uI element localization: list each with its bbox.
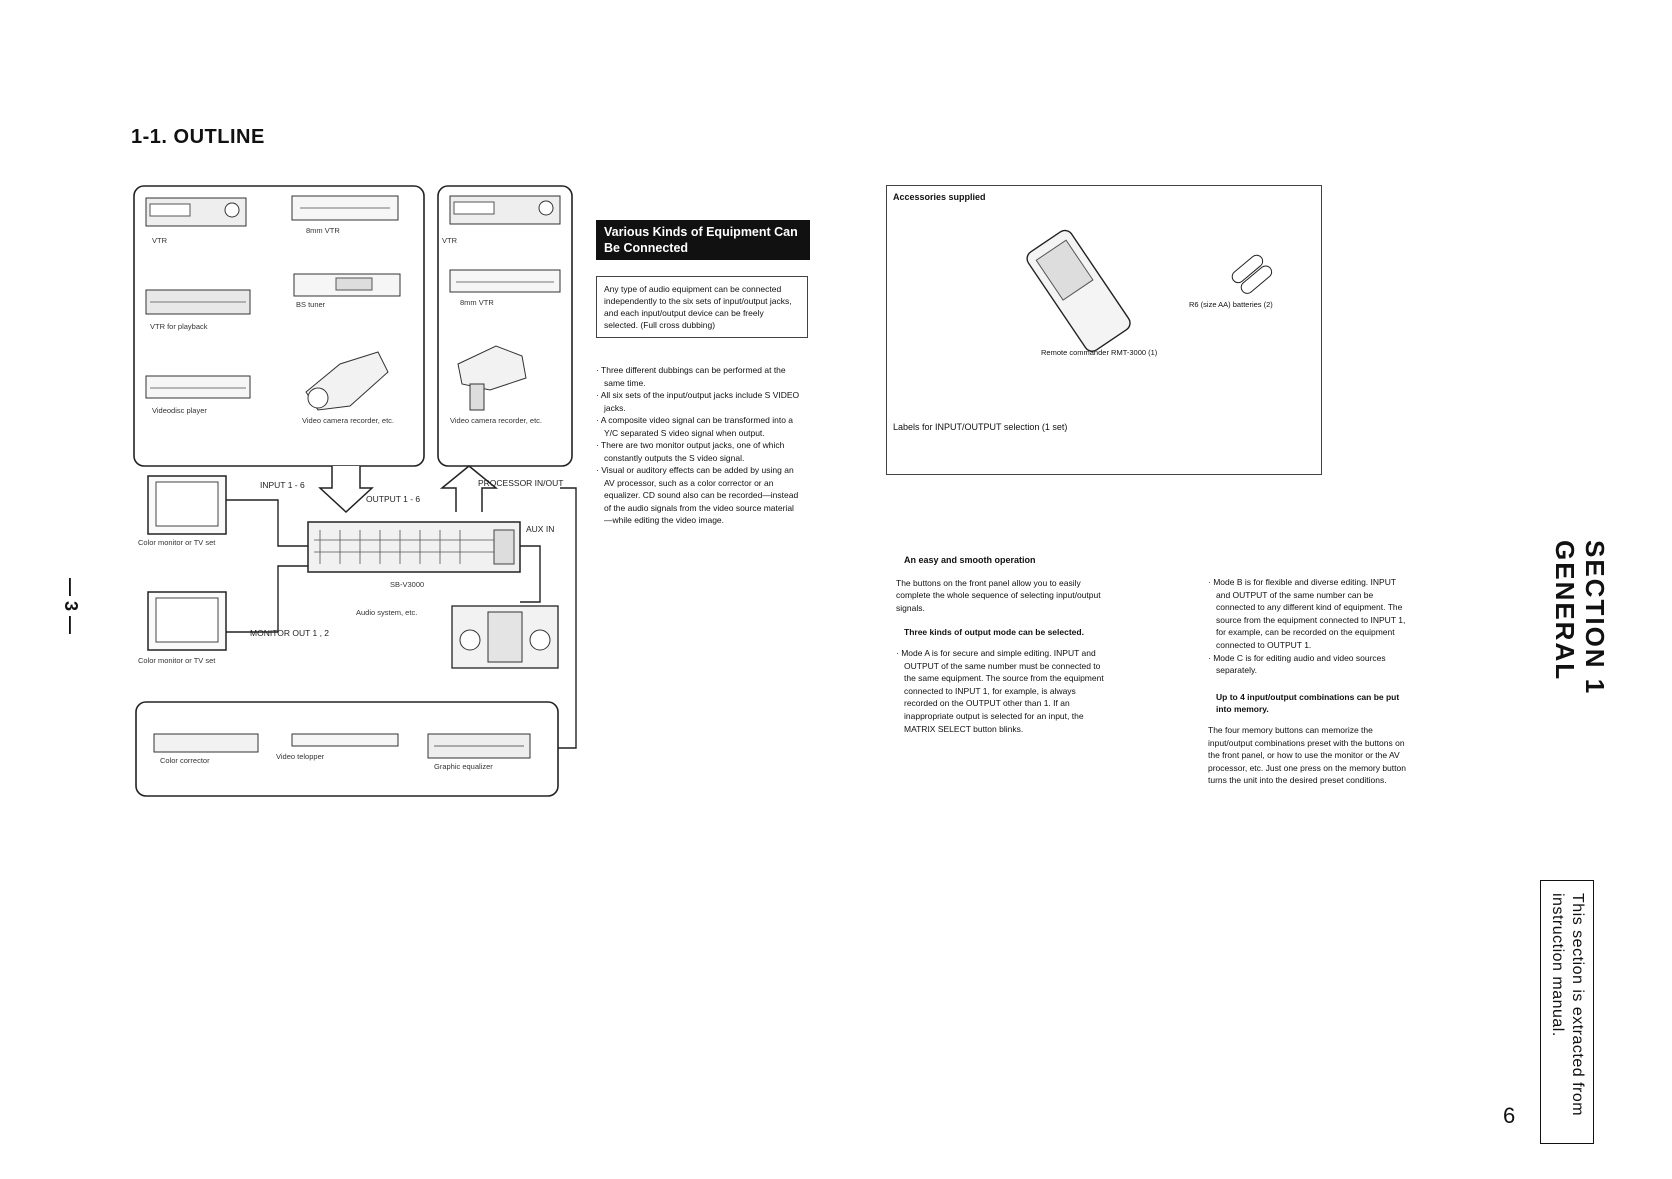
equipment-bullet: · Visual or auditory effects can be added by using an AV processor, such as a color corrector or an equalizer. CD sound also can be recorded—instead of the audio signals from the video source material—while editing the video image. [596,465,799,525]
monitor-out-label: MONITOR OUT 1 , 2 [250,628,330,638]
processor-label: PROCESSOR IN/OUT [478,478,564,488]
modes-title: Three kinds of output mode can be selected. [904,627,1084,638]
mode-b-text: · Mode B is for flexible and diverse editing. INPUT and OUTPUT of the same number can be connected to any different kind of equipment. The source from the equipment connected to INPUT 1, for example, can be recorded on the equipment connected to OUTPUT 1. [1208,577,1406,650]
output-label: OUTPUT 1 - 6 [366,494,421,504]
section-banner [1550,540,1610,695]
equipment-bullet: · A composite video signal can be transformed into a Y/C separated S video signal when output. [596,415,794,438]
operation-intro: The buttons on the front panel allow you to easily complete the whole sequence of selecting input/output signals. [896,577,1101,613]
section-title: 1-1. OUTLINE [131,126,265,148]
operation-left-column [896,554,1110,735]
equipment-bullet: · Three different dubbings can be performed at the same time. [596,365,786,388]
vtr-playback-label: VTR for playback [150,322,208,331]
graphic-equalizer-label: Graphic equalizer [434,762,493,771]
accessories-box [886,185,1322,475]
monitor-top-label: Color monitor or TV set [138,538,216,547]
vtr-label: VTR [152,236,167,245]
extract-note-box [1540,880,1594,1144]
camera-left-label: Video camera recorder, etc. [302,416,394,425]
section-number: SECTION 1 [1580,540,1610,696]
extract-note: This section is extracted from instruction manual. [1549,893,1586,1117]
aux-in-label: AUX IN [526,524,555,534]
section-name: GENERAL [1550,540,1580,682]
operation-title: An easy and smooth operation [904,555,1036,565]
equipment-box-text: Any type of audio equipment can be connected independently to the six sets of input/output jacks, and each input/output device can be freely selected. (Full cross dubbing) [596,276,808,338]
8mm-vtr-right-label: 8mm VTR [460,298,494,307]
equipment-bullet: · All six sets of the input/output jacks include S VIDEO jacks. [596,390,800,413]
8mm-vtr-label: 8mm VTR [306,226,340,235]
audio-system-label: Audio system, etc. [356,608,418,617]
mode-a-text: · Mode A is for secure and simple editing. INPUT and OUTPUT of the same number must be connected to the same equipment. The source from the equipment connected to INPUT 1, for example, is always recorded on the OUTPUT other than 1. If an inappropriate output is selected for an input, the MATRIX SELECT button blinks. [896,647,1104,734]
equipment-bullets [596,364,800,527]
memory-text: The four memory buttons can memorize the input/output combinations preset with the buttons on the front panel, or how to use the monitor or the AV processor, etc. Just one press on the memory button turns the unit into the desired preset conditions. [1208,724,1406,786]
remote-label: Remote commander RMT-3000 (1) [1041,348,1158,357]
bs-tuner-label: BS tuner [296,300,326,309]
videodisc-label: Videodisc player [152,406,207,415]
color-corrector-label: Color corrector [160,756,210,765]
page-number-right: 6 [1503,1103,1516,1128]
camera-right-label: Video camera recorder, etc. [450,416,542,425]
mode-c-text: · Mode C is for editing audio and video sources separately. [1208,652,1386,676]
main-unit-label: SB-V3000 [390,580,425,589]
equipment-header: Various Kinds of Equipment Can Be Connected [596,220,810,260]
vtr-right-label: VTR [442,236,457,245]
labels-label: Labels for INPUT/OUTPUT selection (1 set) [893,422,1068,432]
page-number-left: — 3 — [61,578,81,635]
monitor-bottom-label: Color monitor or TV set [138,656,216,665]
video-telopper-label: Video telopper [276,752,325,761]
equipment-bullet: · There are two monitor output jacks, one of which constantly outputs the S video signal. [596,440,785,463]
accessories-title: Accessories supplied [893,192,986,202]
batteries-label: R6 (size AA) batteries (2) [1189,300,1273,309]
input-label: INPUT 1 - 6 [260,480,305,490]
operation-right-column [1208,576,1408,787]
memory-title: Up to 4 input/output combinations can be put into memory. [1216,691,1400,715]
